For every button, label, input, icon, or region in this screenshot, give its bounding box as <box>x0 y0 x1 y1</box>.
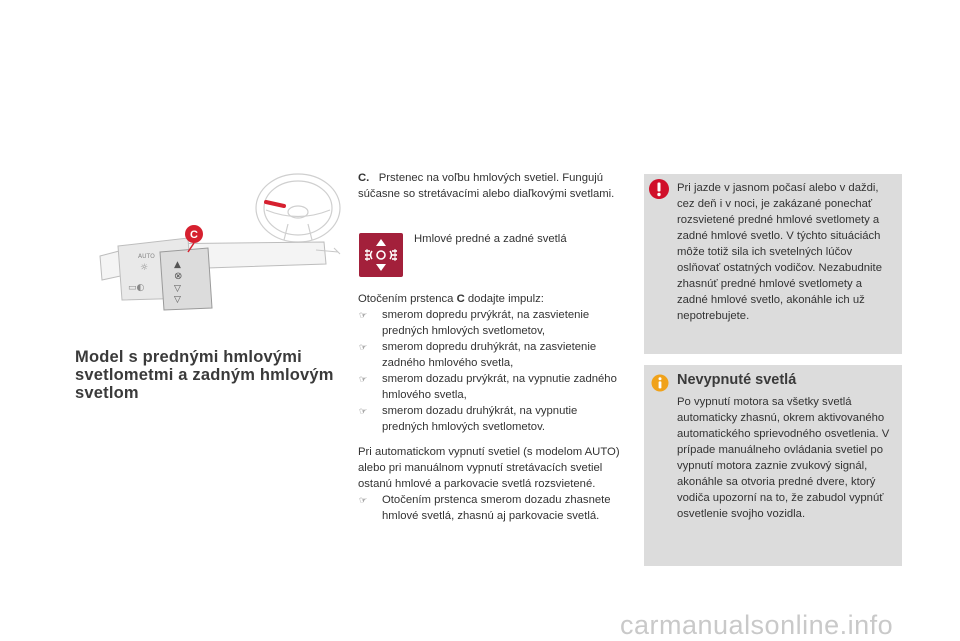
pointing-hand-icon: ☞ <box>359 406 368 416</box>
ring-c <box>160 248 212 310</box>
pointing-hand-icon: ☞ <box>359 342 368 352</box>
callout-letter: C <box>190 229 198 241</box>
svg-text:▽: ▽ <box>174 284 181 294</box>
warning-exclamation-icon <box>648 178 670 205</box>
steering-wheel-sketch <box>256 174 340 242</box>
fog-lights-icon <box>359 233 403 277</box>
section-title: Model s prednými hmlovými svetlometmi a zadným hmlovým svetlom <box>75 348 334 402</box>
svg-text:☼: ☼ <box>140 263 149 273</box>
info-title: Nevypnuté svetlá <box>677 372 797 388</box>
pointing-hand-icon: ☞ <box>359 374 368 384</box>
svg-text:▽: ▽ <box>174 295 181 305</box>
info-icon <box>651 374 669 397</box>
ring-c-desc: Prstenec na voľbu hmlových svetiel. Fungujú súčasne so stretávacími alebo diaľkovými svetlami. <box>358 172 615 200</box>
light-stalk-illustration <box>88 168 350 316</box>
auto-label: AUTO <box>138 253 155 260</box>
info-text: Po vypnutí motora sa všetky svetlá automaticky zhasnú, okrem aktivovaného automatického sprievodného osvetlenia. V prípade manuálneho ovládania svetiel po vypnutí motora zaznie zvukový signál, akonáhle sa otvoria predné dvere, ktorý vodiča upozorní na to, že zabudol vypnúť osvetlenie svojho vozidla. <box>677 396 890 520</box>
list-item: ☞ smerom dopredu druhýkrát, na zasvietenie zadného hmlového svetla, <box>359 341 597 369</box>
auto-lights-paragraph <box>358 444 626 524</box>
warning-text: Pri jazde v jasnom počasí alebo v daždi, cez deň i v noci, je zakázané ponechať rozsvietené predné hmlové svetlomety a zadné hmlové svetlo. V týchto situáciách môže totiž sila ich svetelných lúčov oslňovať ostatných vodičov. Nezabudnite zhasnúť predné hmlové svetlomety a zadné hmlové svetlo, akonáhle ich už nepotrebujete. <box>677 182 882 322</box>
rotation-list <box>358 307 626 435</box>
rotation-instructions <box>358 291 626 435</box>
list-item: ☞ Otočením prstenca smerom dozadu zhasnete hmlové svetlá, zhasnú aj parkovacie svetlá. <box>359 494 611 522</box>
ring-description <box>358 170 626 202</box>
svg-text:⊗: ⊗ <box>174 271 183 282</box>
fog-lights-label: Hmlové predné a zadné svetlá <box>414 233 567 245</box>
pointing-hand-icon: ☞ <box>359 495 368 505</box>
rotation-intro: Otočením prstenca C dodajte impulz: <box>358 293 544 305</box>
watermark: carmanualsonline.info <box>620 610 894 640</box>
svg-text:▭◐: ▭◐ <box>128 283 145 293</box>
list-item: ☞ smerom dozadu druhýkrát, na vypnutie predných hmlových svetlometov. <box>359 405 578 433</box>
ring-c-label: C. <box>358 172 370 184</box>
list-item: ☞ smerom dozadu prvýkrát, na vypnutie zadného hmlového svetla, <box>359 373 617 401</box>
light-stalk-drawing <box>88 168 350 316</box>
list-item: ☞ smerom dopredu prvýkrát, na zasvietenie predných hmlových svetlometov, <box>359 309 590 337</box>
red-pointer <box>266 202 284 206</box>
auto-para-text: Pri automatickom vypnutí svetiel (s modelom AUTO) alebo pri manuálnom vypnutí stretávacích svetiel ostanú hmlové a parkovacie svetlá rozsvietené. <box>358 446 620 490</box>
svg-text:▲: ▲ <box>174 260 181 270</box>
auto-list <box>358 492 626 524</box>
pointing-hand-icon: ☞ <box>359 310 368 320</box>
fog-lights-badge <box>359 233 403 277</box>
